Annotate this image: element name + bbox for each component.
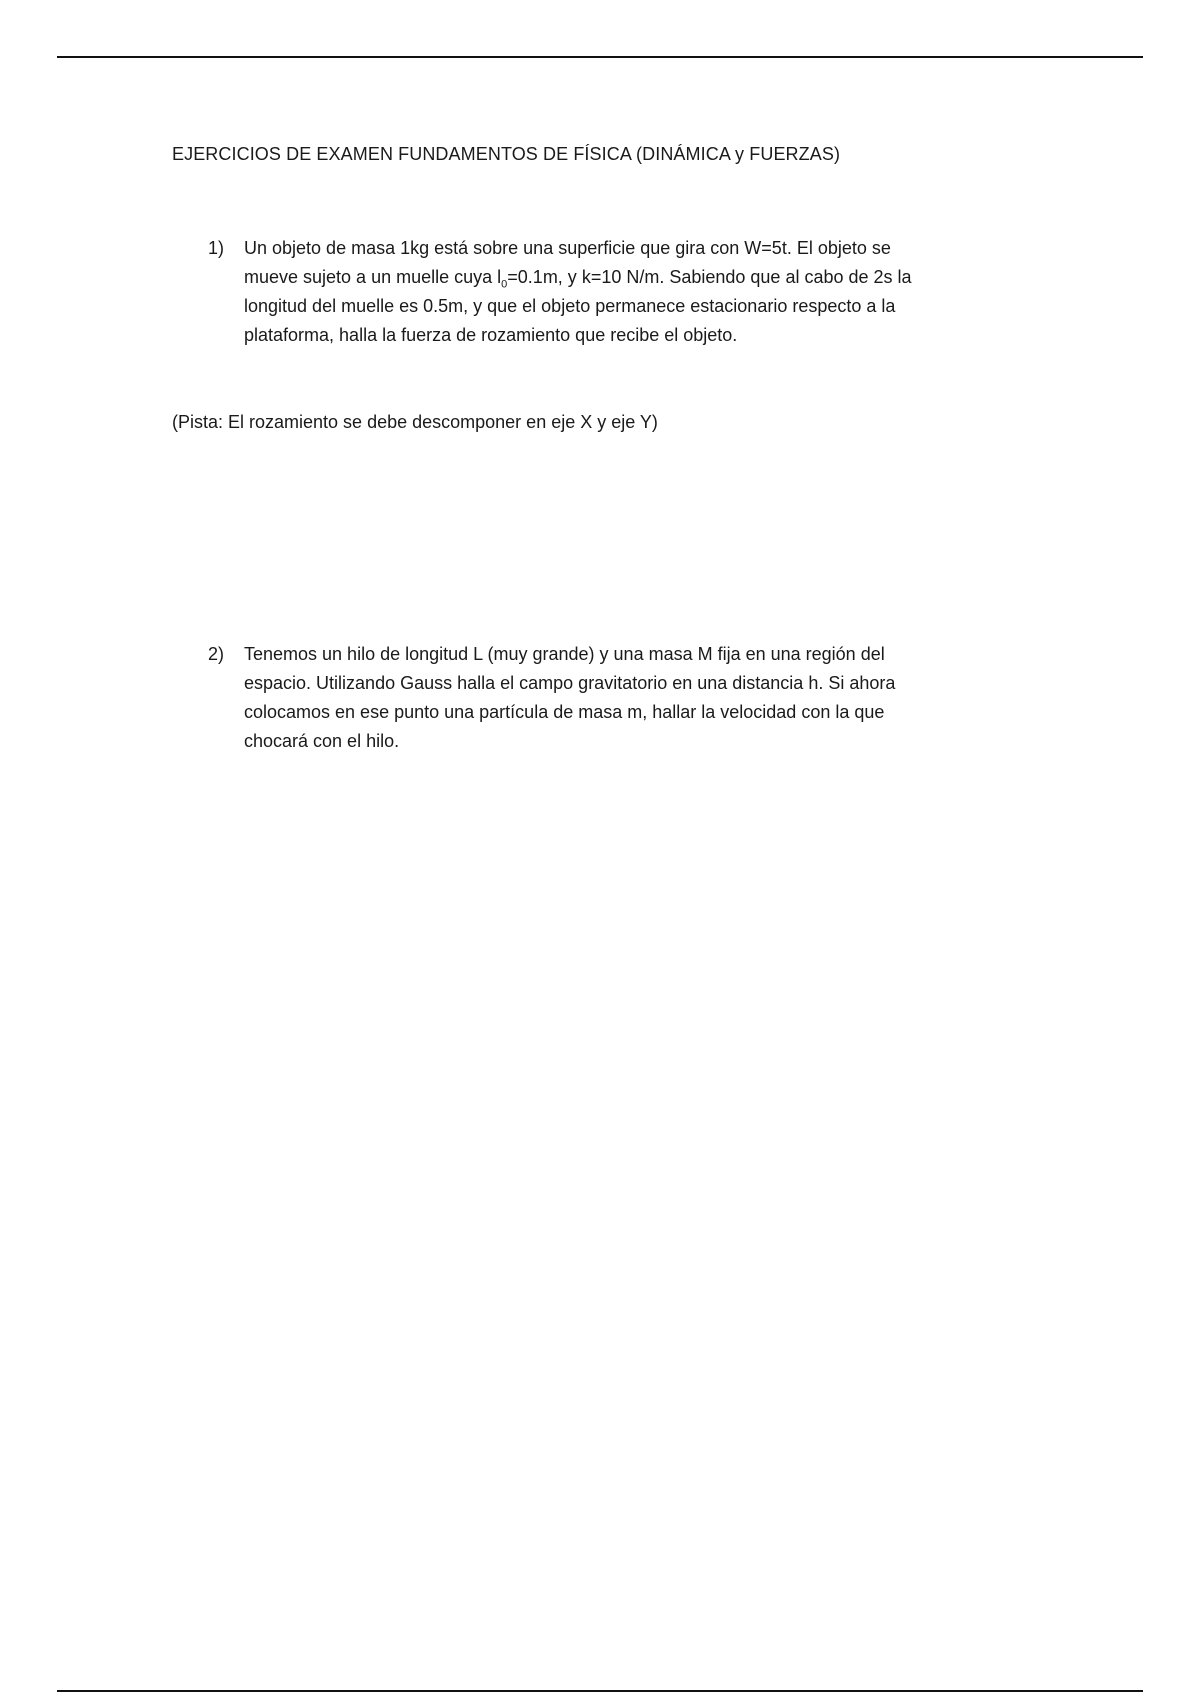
exercise-line: espacio. Utilizando Gauss halla el campo gravitatorio en una distancia h. Si ahora	[244, 673, 896, 693]
hint-text: (Pista: El rozamiento se debe descomponer en eje X y eje Y)	[172, 412, 658, 432]
exercise-number: 1)	[208, 238, 225, 258]
exercise-1	[208, 234, 1028, 350]
exercise-2	[208, 640, 1028, 756]
exercise-number: 2)	[208, 644, 225, 664]
exercise-line: chocará con el hilo.	[244, 731, 400, 751]
exercise-line: Tenemos un hilo de longitud L (muy grande) y una masa M fija en una región del	[244, 644, 885, 664]
bottom-rule	[57, 1690, 1143, 1692]
exercise-line-segment: =0.1m, y k=10 N/m. Sabiendo que al cabo de 2s la	[507, 267, 912, 287]
document-title: EJERCICIOS DE EXAMEN FUNDAMENTOS DE FÍSICA (DINÁMICA y FUERZAS)	[172, 144, 841, 164]
exercise-line: colocamos en ese punto una partícula de masa m, hallar la velocidad con la que	[244, 702, 885, 722]
top-rule	[57, 56, 1143, 58]
exercise-text	[244, 640, 1028, 756]
exercise-line-segment: mueve sujeto a un muelle cuya l	[244, 267, 502, 287]
exercise-text	[244, 234, 1028, 350]
subscript: 0	[501, 278, 508, 291]
exercise-line: longitud del muelle es 0.5m, y que el objeto permanece estacionario respecto a la	[244, 296, 896, 316]
exercise-line: plataforma, halla la fuerza de rozamiento que recibe el objeto.	[244, 325, 738, 345]
exercise-line	[244, 263, 1028, 292]
exercise-line: Un objeto de masa 1kg está sobre una superficie que gira con W=5t. El objeto se	[244, 238, 891, 258]
